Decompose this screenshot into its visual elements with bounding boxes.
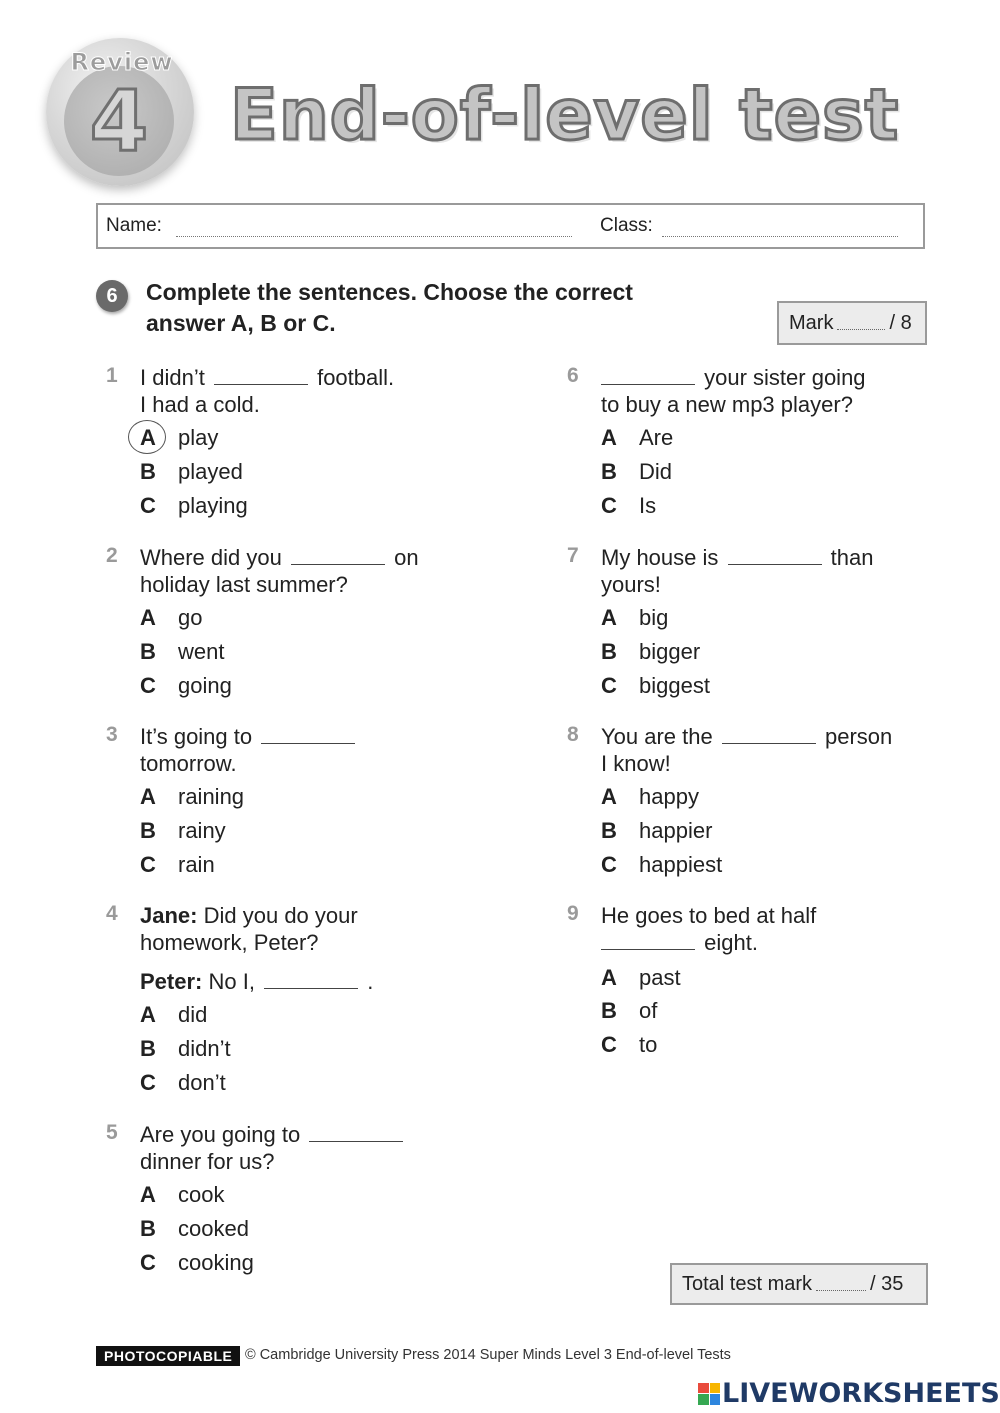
question-number: 3 <box>106 723 118 746</box>
question-text-line1: He goes to bed at half <box>601 903 817 928</box>
option-a[interactable]: A happy <box>601 784 699 809</box>
option-a[interactable]: A Are <box>601 425 674 450</box>
question-text <box>140 1121 480 1175</box>
option-c[interactable]: C to <box>601 1032 658 1057</box>
option-b[interactable]: B played <box>140 459 243 484</box>
mark-total: / 8 <box>889 311 912 334</box>
question-text <box>140 364 480 418</box>
question-text <box>601 723 941 777</box>
question-text-line2: to buy a new mp3 player? <box>601 392 853 417</box>
question-text <box>601 544 941 598</box>
exercise-number-badge: 6 <box>96 280 128 312</box>
question-text-post: football. <box>317 365 395 390</box>
total-mark-label: Total test mark <box>682 1272 813 1295</box>
option-c[interactable]: C don’t <box>140 1070 226 1095</box>
answer-blank[interactable] <box>214 383 308 385</box>
question-text-post: eight. <box>704 930 758 955</box>
option-a[interactable]: A big <box>601 605 669 630</box>
question-text <box>601 902 941 956</box>
option-b[interactable]: B bigger <box>601 639 701 664</box>
total-score-field[interactable] <box>816 1290 866 1291</box>
option-b[interactable]: B didn’t <box>140 1036 231 1061</box>
answer-blank[interactable] <box>728 563 822 565</box>
student-info-box <box>96 203 925 249</box>
total-mark-total: / 35 <box>870 1272 904 1295</box>
option-b[interactable]: B cooked <box>140 1216 249 1241</box>
mark-label: Mark <box>789 311 834 334</box>
option-c[interactable]: C happiest <box>601 852 723 877</box>
option-a[interactable]: A play <box>140 423 218 453</box>
mark-score-field[interactable] <box>837 329 885 330</box>
class-field[interactable] <box>662 236 898 237</box>
page-title: End-of-level test <box>230 74 900 156</box>
copyright-text: © Cambridge University Press 2014 Super Minds Level 3 End-of-level Tests <box>245 1347 731 1363</box>
answer-blank[interactable] <box>601 948 695 950</box>
question-text-post: person <box>824 724 893 749</box>
question-6 <box>567 364 967 534</box>
option-c[interactable]: C rain <box>140 852 215 877</box>
question-text-line2: holiday last summer? <box>140 572 348 597</box>
question-number: 8 <box>567 723 579 746</box>
answer-blank[interactable] <box>291 563 385 565</box>
question-text-pre: Are you going to <box>140 1122 301 1147</box>
name-label: Name: <box>106 215 162 236</box>
question-number: 7 <box>567 544 579 567</box>
question-2 <box>106 544 506 714</box>
selected-answer-circle <box>128 420 166 454</box>
question-text-line2: dinner for us? <box>140 1149 275 1174</box>
question-8 <box>567 723 967 893</box>
class-label: Class: <box>600 215 653 236</box>
question-number: 5 <box>106 1121 118 1144</box>
instruction-line-2: answer A, B or C. <box>146 310 336 336</box>
answer-blank[interactable] <box>601 383 695 385</box>
question-1 <box>106 364 506 534</box>
review-number: 4 <box>89 72 149 170</box>
option-a[interactable]: A raining <box>140 784 245 809</box>
question-7 <box>567 544 967 714</box>
option-b[interactable]: B rainy <box>140 818 226 843</box>
logo-icon-square <box>710 1383 721 1394</box>
question-text <box>140 544 480 598</box>
logo-icon-square <box>698 1383 709 1394</box>
question-text-pre: Where did you <box>140 545 282 570</box>
option-b[interactable]: B happier <box>601 818 713 843</box>
logo-icon-square <box>710 1394 721 1405</box>
reply-text-post: . <box>367 969 374 994</box>
option-c[interactable]: C playing <box>140 493 248 518</box>
option-c[interactable]: C going <box>140 673 232 698</box>
option-b[interactable]: B of <box>601 998 658 1023</box>
logo-icon-square <box>698 1394 709 1405</box>
question-text-pre: You are the <box>601 724 713 749</box>
question-text-post: than <box>830 545 874 570</box>
photocopiable-label: PHOTOCOPIABLE <box>96 1346 240 1366</box>
review-label: Review <box>70 48 174 76</box>
option-a[interactable]: A did <box>140 1002 208 1027</box>
option-a[interactable]: A past <box>601 965 681 990</box>
question-text-line2: I had a cold. <box>140 392 260 417</box>
question-text-pre: It’s going to <box>140 724 253 749</box>
question-text <box>601 364 941 418</box>
question-text-post: on <box>394 545 419 570</box>
question-number: 6 <box>567 364 579 387</box>
reply-text-pre: No I, <box>208 969 255 994</box>
option-c[interactable]: C Is <box>601 493 657 518</box>
question-text-post: your sister going <box>704 365 866 390</box>
option-b[interactable]: B went <box>140 639 225 664</box>
question-text-pre: My house is <box>601 545 719 570</box>
question-number: 4 <box>106 902 118 925</box>
question-text <box>140 902 480 956</box>
option-c[interactable]: C biggest <box>601 673 710 698</box>
option-a[interactable]: A go <box>140 605 203 630</box>
liveworksheets-logo-text: LIVEWORKSHEETS <box>722 1378 1000 1409</box>
question-3 <box>106 723 506 893</box>
question-4 <box>106 902 506 1112</box>
option-a[interactable]: A cook <box>140 1182 225 1207</box>
question-9 <box>567 902 967 1072</box>
question-text-line1: Did you do your <box>203 903 358 928</box>
question-number: 2 <box>106 544 118 567</box>
question-number: 1 <box>106 364 118 387</box>
question-number: 9 <box>567 902 579 925</box>
speaker-jane: Jane: <box>140 903 198 928</box>
exercise-mark-box <box>777 301 927 345</box>
answer-blank[interactable] <box>722 742 816 744</box>
answer-blank[interactable] <box>264 987 358 989</box>
question-text-line2: tomorrow. <box>140 751 237 776</box>
exercise-instructions <box>146 277 706 339</box>
speaker-peter: Peter: <box>140 969 203 994</box>
question-text-line2: yours! <box>601 572 661 597</box>
question-reply <box>140 968 480 995</box>
option-b[interactable]: B Did <box>601 459 673 484</box>
question-text <box>140 723 480 777</box>
question-text-pre: I didn’t <box>140 365 205 390</box>
question-text-line2: I know! <box>601 751 671 776</box>
option-c[interactable]: C cooking <box>140 1250 254 1275</box>
question-5 <box>106 1121 506 1291</box>
liveworksheets-logo[interactable] <box>698 1378 1000 1409</box>
answer-blank[interactable] <box>261 742 355 744</box>
name-field[interactable] <box>176 236 572 237</box>
instruction-line-1: Complete the sentences. Choose the correct <box>146 279 633 305</box>
answer-blank[interactable] <box>309 1140 403 1142</box>
question-text-line2: homework, Peter? <box>140 930 319 955</box>
total-mark-box <box>670 1263 928 1305</box>
liveworksheets-logo-icon <box>698 1383 720 1405</box>
